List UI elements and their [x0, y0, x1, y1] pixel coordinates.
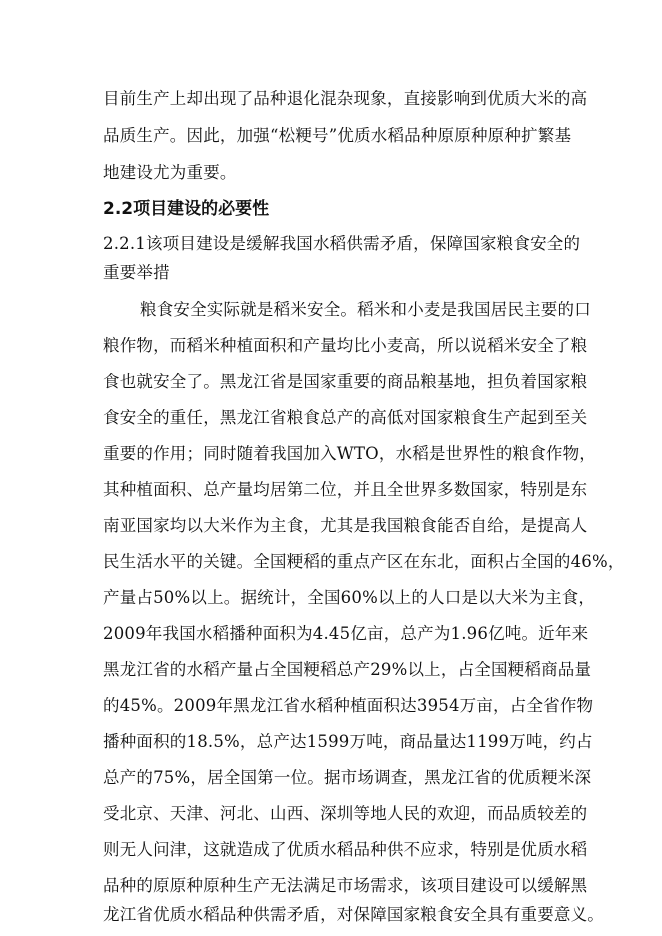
paragraph-line-1: 粮食安全实际就是稻米安全。稻米和小麦是我国居民主要的口	[140, 300, 591, 319]
paragraph-line-16: 则无人问津，这就造成了优质水稻品种供不应求，特别是优质水稻	[103, 840, 588, 859]
paragraph-line-11: 黑龙江省的水稻产量占全国粳稻总产29%以上，占全国粳稻商品量	[103, 660, 592, 679]
paragraph-line-4: 食安全的重任，黑龙江省粮食总产的高低对国家粮食生产起到至关	[103, 408, 588, 427]
intro-line-3: 地建设尤为重要。	[103, 163, 237, 182]
paragraph-line-10: 2009年我国水稻播种面积为4.45亿亩，总产为1.96亿吨。近年来	[103, 624, 589, 643]
paragraph-line-7: 南亚国家均以大米作为主食，尤其是我国粮食能否自给，是提高人	[103, 516, 588, 535]
paragraph-line-15: 受北京、天津、河北、山西、深圳等地人民的欢迎，而品质较差的	[103, 804, 588, 823]
paragraph-line-5: 重要的作用；同时随着我国加入WTO，水稻是世界性的粮食作物，	[103, 444, 596, 463]
paragraph-line-2: 粮作物，而稻米种植面积和产量均比小麦高，所以说稻米安全了粮	[103, 336, 588, 355]
intro-line-1: 目前生产上却出现了品种退化混杂现象，直接影响到优质大米的高	[103, 89, 588, 108]
paragraph-line-9: 产量占50%以上。据统计，全国60%以上的人口是以大米为主食，	[103, 588, 596, 607]
paragraph-line-17: 品种的原原种原种生产无法满足市场需求，该项目建设可以缓解黑	[103, 876, 588, 895]
subsection-heading-line-1: 2.2.1该项目建设是缓解我国水稻供需矛盾，保障国家粮食安全的	[103, 234, 581, 253]
section-heading: 2.2项目建设的必要性	[103, 199, 270, 219]
subsection-heading-line-2: 重要举措	[103, 263, 170, 282]
paragraph-line-8: 民生活水平的关键。全国粳稻的重点产区在东北，面积占全国的46%，	[103, 552, 625, 571]
paragraph-line-6: 其种植面积、总产量均居第二位，并且全世界多数国家，特别是东	[103, 480, 588, 499]
paragraph-line-18: 龙江省优质水稻品种供需矛盾，对保障国家粮食安全具有重要意义。	[103, 905, 604, 924]
paragraph-line-3: 食也就安全了。黑龙江省是国家重要的商品粮基地，担负着国家粮	[103, 372, 588, 391]
paragraph-line-14: 总产的75%，居全国第一位。据市场调查，黑龙江省的优质粳米深	[103, 768, 592, 787]
intro-line-2: 品质生产。因此，加强“松粳号”优质水稻品种原原种原种扩繁基	[103, 126, 572, 145]
paragraph-line-12: 的45%。2009年黑龙江省水稻种植面积达3954万亩，占全省作物	[103, 696, 594, 715]
paragraph-line-13: 播种面积的18.5%，总产达1599万吨，商品量达1199万吨，约占	[103, 732, 593, 751]
